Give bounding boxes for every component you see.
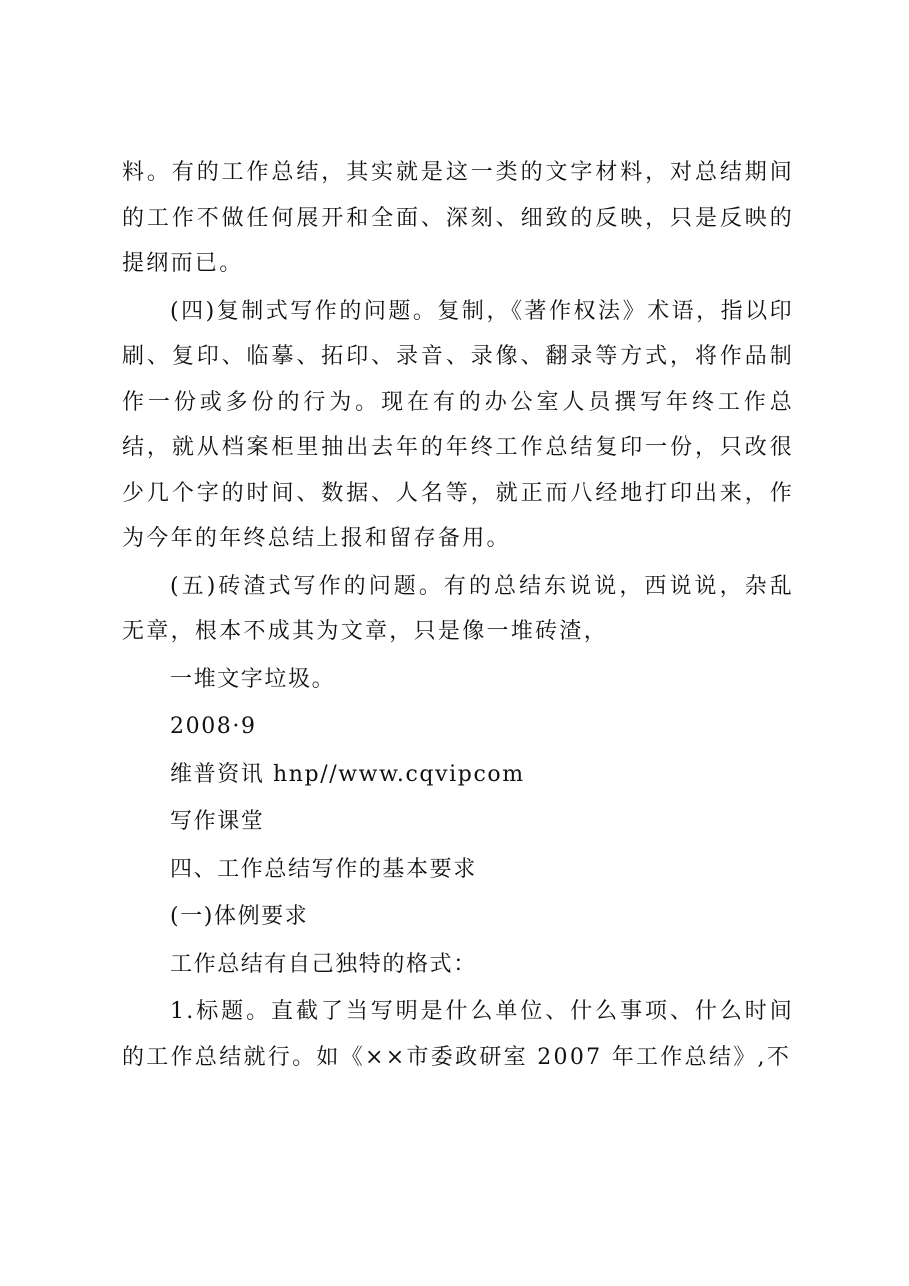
- paragraph-continuation: 料。有的工作总结，其实就是这一类的文字材料，对总结期间的工作不做任何展开和全面、深刻、细致的反映，只是反映的提纲而已。: [122, 160, 794, 276]
- paragraph-title-requirement: 1.标题。直截了当写明是什么单位、什么事项、什么时间的工作总结就行。如《××市委政研室 2007 年工作总结》,不: [122, 999, 794, 1070]
- paragraph-format-intro: 工作总结有自己独特的格式：: [170, 951, 477, 977]
- source-watermark-text: 维普资讯 hnp//www.cqvipcom: [170, 761, 525, 787]
- subsection-heading: (一)体例要求: [170, 904, 309, 929]
- paragraph-copy-writing-problem: (四)复制式写作的问题。复制，《著作权法》术语，指以印刷、复印、临摹、拓印、录音、录像、翻录等方式，将作品制作一份或多份的行为。现在有的办公室人员撰写年终工作总结，就从档案柜里抽出去年的年终工作总结复印一份，只改很少几个字的时间、数据、人名等，就正而八经地打印出来，作为今年的年终总结上报和留存备用。: [122, 298, 794, 551]
- paragraph-debris-writing-problem: (五)砖渣式写作的问题。有的总结东说说，西说说，杂乱无章，根本不成其为文章，只是像一堆砖渣，: [122, 573, 794, 644]
- document-body: [122, 150, 794, 1082]
- issue-date: 2008·9: [170, 714, 257, 739]
- paragraph-text-garbage: 一堆文字垃圾。: [170, 666, 336, 692]
- section-heading: 四、工作总结写作的基本要求: [170, 856, 477, 882]
- section-label: 写作课堂: [170, 809, 265, 834]
